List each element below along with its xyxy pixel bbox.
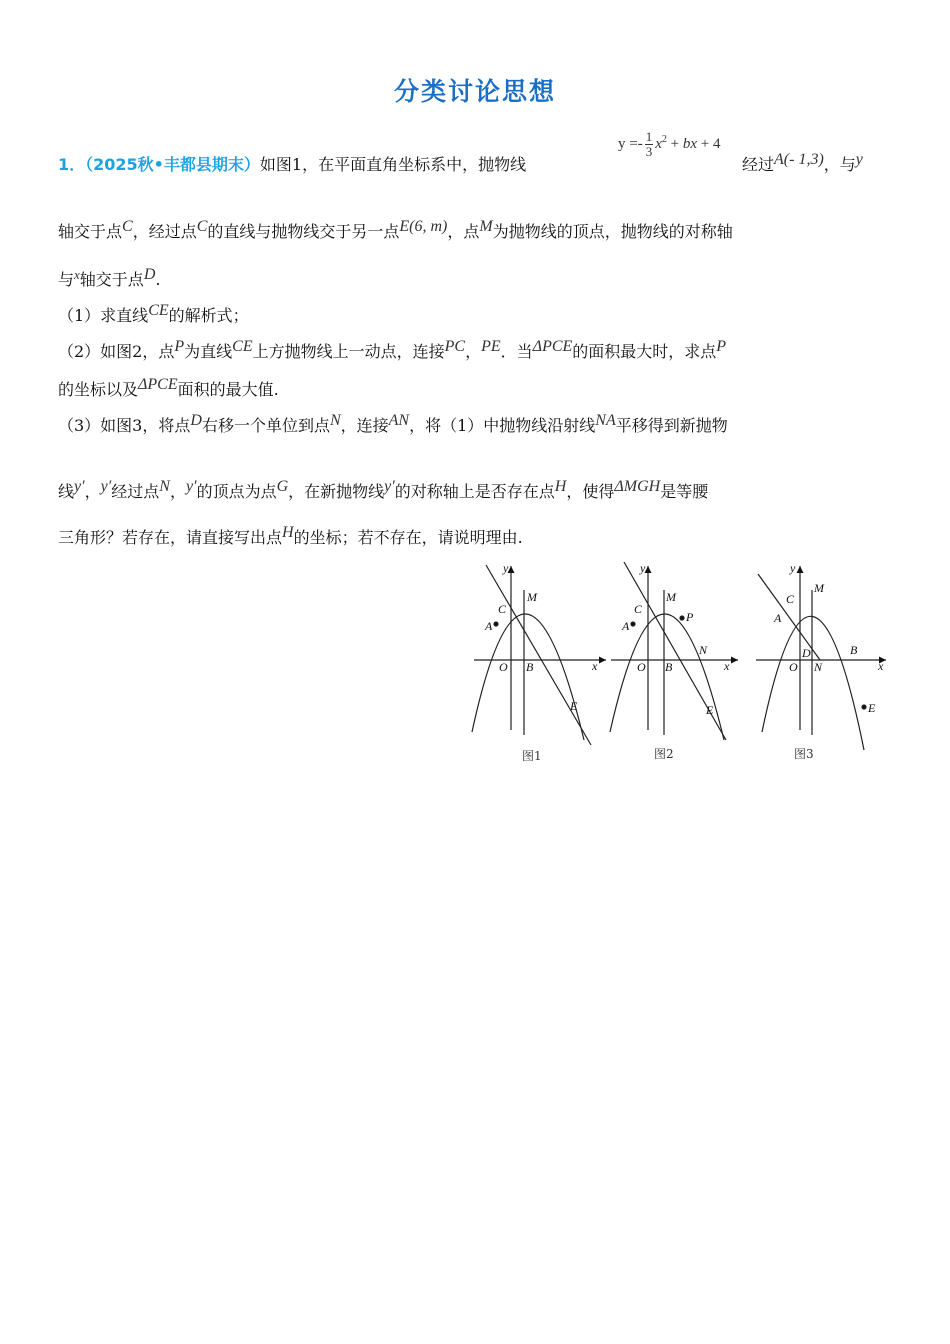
page-title: 分类讨论思想 — [393, 77, 556, 106]
text: ，将（1）中抛物线沿射线 — [409, 416, 596, 435]
text: ，使得 — [566, 482, 615, 501]
var-pce: ΔPCE — [138, 376, 178, 393]
label-x: x — [878, 659, 884, 673]
var-p: P — [174, 338, 185, 355]
var-pc: PC — [444, 338, 466, 355]
fraction-den: 3 — [645, 144, 653, 159]
figure-3-labels — [773, 561, 884, 761]
problem-number: 1． — [58, 155, 86, 174]
text: 三角形？若存在，请直接写出点 — [58, 528, 283, 547]
var-m: M — [479, 218, 493, 235]
var-na: NA — [595, 412, 616, 429]
problem-line-2 — [58, 220, 894, 245]
label-a: A — [485, 619, 493, 633]
label-n: N — [699, 643, 708, 657]
text: ，经过点 — [132, 222, 197, 241]
point-e: E(6, m) — [399, 218, 448, 235]
text: 是等腰 — [660, 482, 709, 501]
point-e-dot — [862, 705, 866, 709]
text: ．当 — [500, 342, 533, 361]
label-b: B — [850, 643, 858, 657]
label-o: O — [499, 660, 508, 674]
label-a: A — [774, 611, 782, 625]
text: 上方抛物线上一动点，连接 — [252, 342, 445, 361]
line-an — [758, 574, 820, 660]
label-c: C — [498, 602, 507, 616]
label-o: O — [789, 660, 798, 674]
text: 的面积最大时，求点 — [572, 342, 717, 361]
text: 的坐标；若不存在，请说明理由. — [293, 528, 523, 547]
point-a-dot — [494, 622, 498, 626]
label-x: x — [724, 659, 730, 673]
label-e: E — [570, 699, 578, 713]
label-m: M — [814, 581, 824, 595]
label-m: M — [666, 590, 676, 604]
text: 的对称轴上是否存在点 — [394, 482, 555, 501]
var-d: D — [190, 412, 202, 429]
label-m: M — [527, 590, 537, 604]
text: ， — [84, 482, 101, 501]
label-y: y — [503, 561, 509, 575]
var-ce: CE — [148, 302, 169, 319]
var-yprime: y′ — [384, 478, 395, 495]
label-e: E — [706, 703, 714, 717]
label-x: x — [592, 659, 598, 673]
var-h: H — [282, 524, 294, 541]
figures — [466, 560, 896, 770]
caption-3: 图3 — [794, 747, 814, 761]
text: 如图1，在平面直角坐标系中，抛物线 — [259, 155, 527, 174]
var-pce: ΔPCE — [532, 338, 573, 355]
var-c: C — [122, 218, 133, 235]
problem-line-3 — [58, 268, 894, 293]
var-pe: PE — [481, 338, 501, 355]
part-3-line-1 — [58, 414, 894, 439]
label-d: D — [802, 646, 811, 660]
part-3-line-2 — [58, 480, 894, 505]
part-2-line-2 — [58, 378, 894, 403]
text: 右移一个单位到点 — [201, 416, 330, 435]
var-n: N — [159, 478, 170, 495]
parabola-formula: y =- $\frac{1}{3}$ $x^2$ + bx + 4 — [618, 129, 721, 159]
line-ce — [486, 565, 591, 745]
var-n: N — [329, 412, 341, 429]
var-ce: CE — [232, 338, 253, 355]
formula-lhs: y =- — [618, 135, 643, 152]
text: 的坐标以及 — [58, 380, 139, 399]
text: （3）如图3，将点 — [58, 416, 191, 435]
label-a: A — [622, 619, 630, 633]
figure-1 — [472, 565, 606, 745]
var-g: G — [276, 478, 289, 495]
label-n: N — [814, 660, 823, 674]
var-yprime: y′ — [100, 478, 112, 495]
text: 的顶点为点 — [196, 482, 277, 501]
text: （1）求直线 — [58, 306, 149, 325]
var-yprime: y′ — [74, 478, 85, 495]
var-h: H — [554, 478, 567, 495]
exponent: 2 — [661, 133, 667, 145]
text: 与 — [58, 270, 75, 289]
text: ，与 — [823, 155, 856, 174]
text: ，连接 — [340, 416, 389, 435]
parabola — [762, 616, 864, 750]
label-e: E — [868, 701, 876, 715]
text: 平移得到新抛物 — [615, 416, 728, 435]
fraction-num: 1 — [645, 129, 653, 144]
text: ， — [169, 482, 186, 501]
label-c: C — [786, 592, 795, 606]
text: 线 — [58, 482, 75, 501]
label-y: y — [640, 561, 646, 575]
part-3-line-3 — [58, 526, 894, 551]
label-o: O — [637, 660, 646, 674]
var-y: y — [855, 151, 863, 168]
fraction — [645, 130, 654, 159]
label-b: B — [526, 660, 534, 674]
text: 经过 — [742, 155, 775, 174]
text: 为直线 — [184, 342, 233, 361]
text: ， — [465, 342, 482, 361]
caption-2: 图2 — [654, 747, 674, 761]
text: ，在新抛物线 — [288, 482, 385, 501]
text: 为抛物线的顶点，抛物线的对称轴 — [492, 222, 733, 241]
label-c: C — [634, 602, 643, 616]
var-p: P — [716, 338, 727, 355]
text: ，点 — [447, 222, 480, 241]
var-yprime: y′ — [185, 478, 197, 495]
label-b: B — [665, 660, 673, 674]
var-mgh: ΔMGH — [614, 478, 661, 495]
figure-2-labels — [621, 561, 730, 761]
text: 经过点 — [111, 482, 160, 501]
var-c: C — [196, 218, 208, 235]
caption-1: 图1 — [522, 749, 542, 763]
text: 轴交于点 — [79, 270, 144, 289]
text: . — [155, 270, 161, 289]
part-2-line-1 — [58, 340, 894, 365]
point-p-dot — [680, 616, 684, 620]
problem-line-1b — [742, 153, 902, 178]
var-x: x — [74, 267, 80, 282]
figures-svg — [466, 560, 896, 770]
part-1 — [58, 304, 894, 329]
text: 面积的最大值. — [177, 380, 279, 399]
label-p: P — [686, 610, 694, 624]
point-a-dot — [631, 622, 635, 626]
text: 的直线与抛物线交于另一点 — [207, 222, 400, 241]
var-an: AN — [388, 412, 410, 429]
text: （2）如图2，点 — [58, 342, 175, 361]
point-a: A(- 1,3) — [774, 151, 824, 168]
label-y: y — [790, 561, 796, 575]
var-d: D — [143, 266, 156, 283]
text: 的解析式； — [168, 306, 249, 325]
problem-source: （2025秋•丰都县期末） — [85, 155, 260, 174]
text: 轴交于点 — [58, 222, 123, 241]
figure-2 — [610, 562, 738, 740]
